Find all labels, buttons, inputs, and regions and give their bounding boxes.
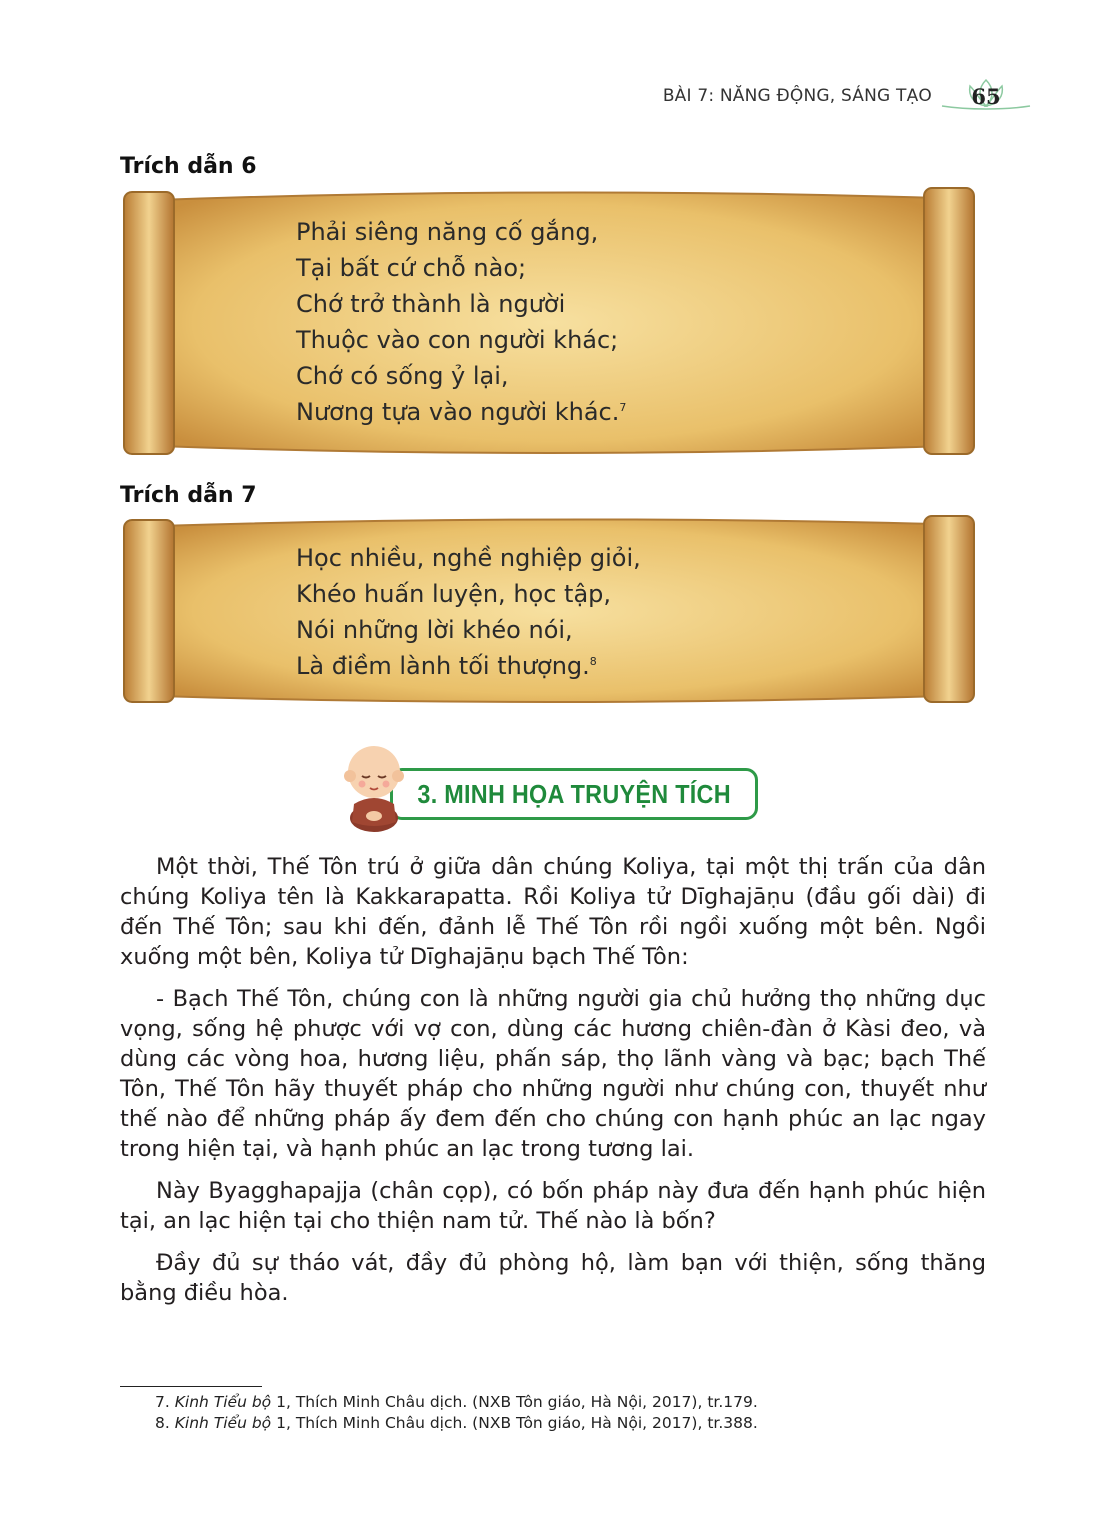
page-number: 65 bbox=[971, 84, 1001, 109]
verse-line: Nói những lời khéo nói, bbox=[296, 616, 573, 644]
quote-7-label: Trích dẫn 7 bbox=[120, 483, 257, 508]
verse-line: Chớ trở thành là người bbox=[296, 290, 566, 318]
chapter-title: BÀI 7: NĂNG ĐỘNG, SÁNG TẠO bbox=[662, 86, 932, 106]
quote-6-scroll bbox=[118, 184, 980, 460]
page-header bbox=[663, 76, 1034, 116]
verse-line: Nương tựa vào người khác.$^7$ bbox=[296, 398, 627, 426]
section-title: 3. MINH HỌA TRUYỆN TÍCH bbox=[417, 778, 731, 809]
verse-line: Tại bất cứ chỗ nào; bbox=[296, 254, 527, 282]
paragraph: Một thời, Thế Tôn trú ở giữa dân chúng Koliya, tại một thị trấn của dân chúng Koliya tên là Kakkarapatta. Rồi Koliya tử Dīghajāṇu (đầu gối dài) đi đến Thế Tôn; sau khi đến, đảnh lễ Thế Tôn rồi ngồi xuống một bên. Ngồi xuống một bên, Koliya tử Dīghajāṇu bạch Thế Tôn: bbox=[120, 854, 986, 970]
paragraph: - Bạch Thế Tôn, chúng con là những người gia chủ hưởng thọ những dục vọng, sống hệ phược với vợ con, dùng các hương chiên-đàn ở Kàsi đeo, và dùng các vòng hoa, hương liệu, phấn sáp, thọ lãnh vàng và bạc; bạch Thế Tôn, Thế Tôn hãy thuyết pháp cho những người như chúng con, thuyết như thế nào để những pháp ấy đem đến cho chúng con hạnh phúc an lạc ngay trong hiện tại, và hạnh phúc an lạc trong tương lai. bbox=[120, 986, 986, 1162]
page-number-badge bbox=[938, 76, 1034, 116]
section-title-box bbox=[390, 768, 758, 820]
verse-line: Phải siêng năng cố gắng, bbox=[296, 218, 599, 246]
footnote-item: 7. Kinh Tiểu bộ 1, Thích Minh Châu dịch. (NXB Tôn giáo, Hà Nội, 2017), tr.179. bbox=[155, 1393, 758, 1411]
footnote-ref: 8 bbox=[589, 655, 597, 668]
story-body bbox=[120, 852, 986, 1320]
footnote-item: 8. Kinh Tiểu bộ 1, Thích Minh Châu dịch. (NXB Tôn giáo, Hà Nội, 2017), tr.388. bbox=[155, 1414, 758, 1432]
quote-7-scroll bbox=[118, 512, 980, 708]
verse-line: Là điềm lành tối thượng.$^8$ bbox=[296, 652, 597, 680]
quote-7-verse bbox=[296, 540, 641, 684]
paragraph: Đầy đủ sự tháo vát, đầy đủ phòng hộ, làm bạn với thiện, sống thăng bằng điều hòa. bbox=[120, 1250, 986, 1306]
verse-line: Thuộc vào con người khác; bbox=[296, 326, 619, 354]
verse-line: Chớ có sống ỷ lại, bbox=[296, 362, 509, 390]
verse-line: Học nhiều, nghề nghiệp giỏi, bbox=[296, 544, 641, 572]
verse-line: Khéo huấn luyện, học tập, bbox=[296, 580, 612, 608]
quote-6-verse bbox=[296, 214, 626, 430]
footnote-ref: 7 bbox=[619, 401, 627, 414]
quote-6-label: Trích dẫn 6 bbox=[120, 154, 257, 179]
monk-mascot-icon bbox=[338, 738, 410, 834]
section-heading bbox=[338, 738, 768, 838]
footnote-divider bbox=[120, 1386, 262, 1387]
paragraph: Này Byagghapajja (chân cọp), có bốn pháp này đưa đến hạnh phúc hiện tại, an lạc hiện tại cho thiện nam tử. Thế nào là bốn? bbox=[120, 1178, 986, 1234]
footnotes bbox=[155, 1392, 758, 1434]
